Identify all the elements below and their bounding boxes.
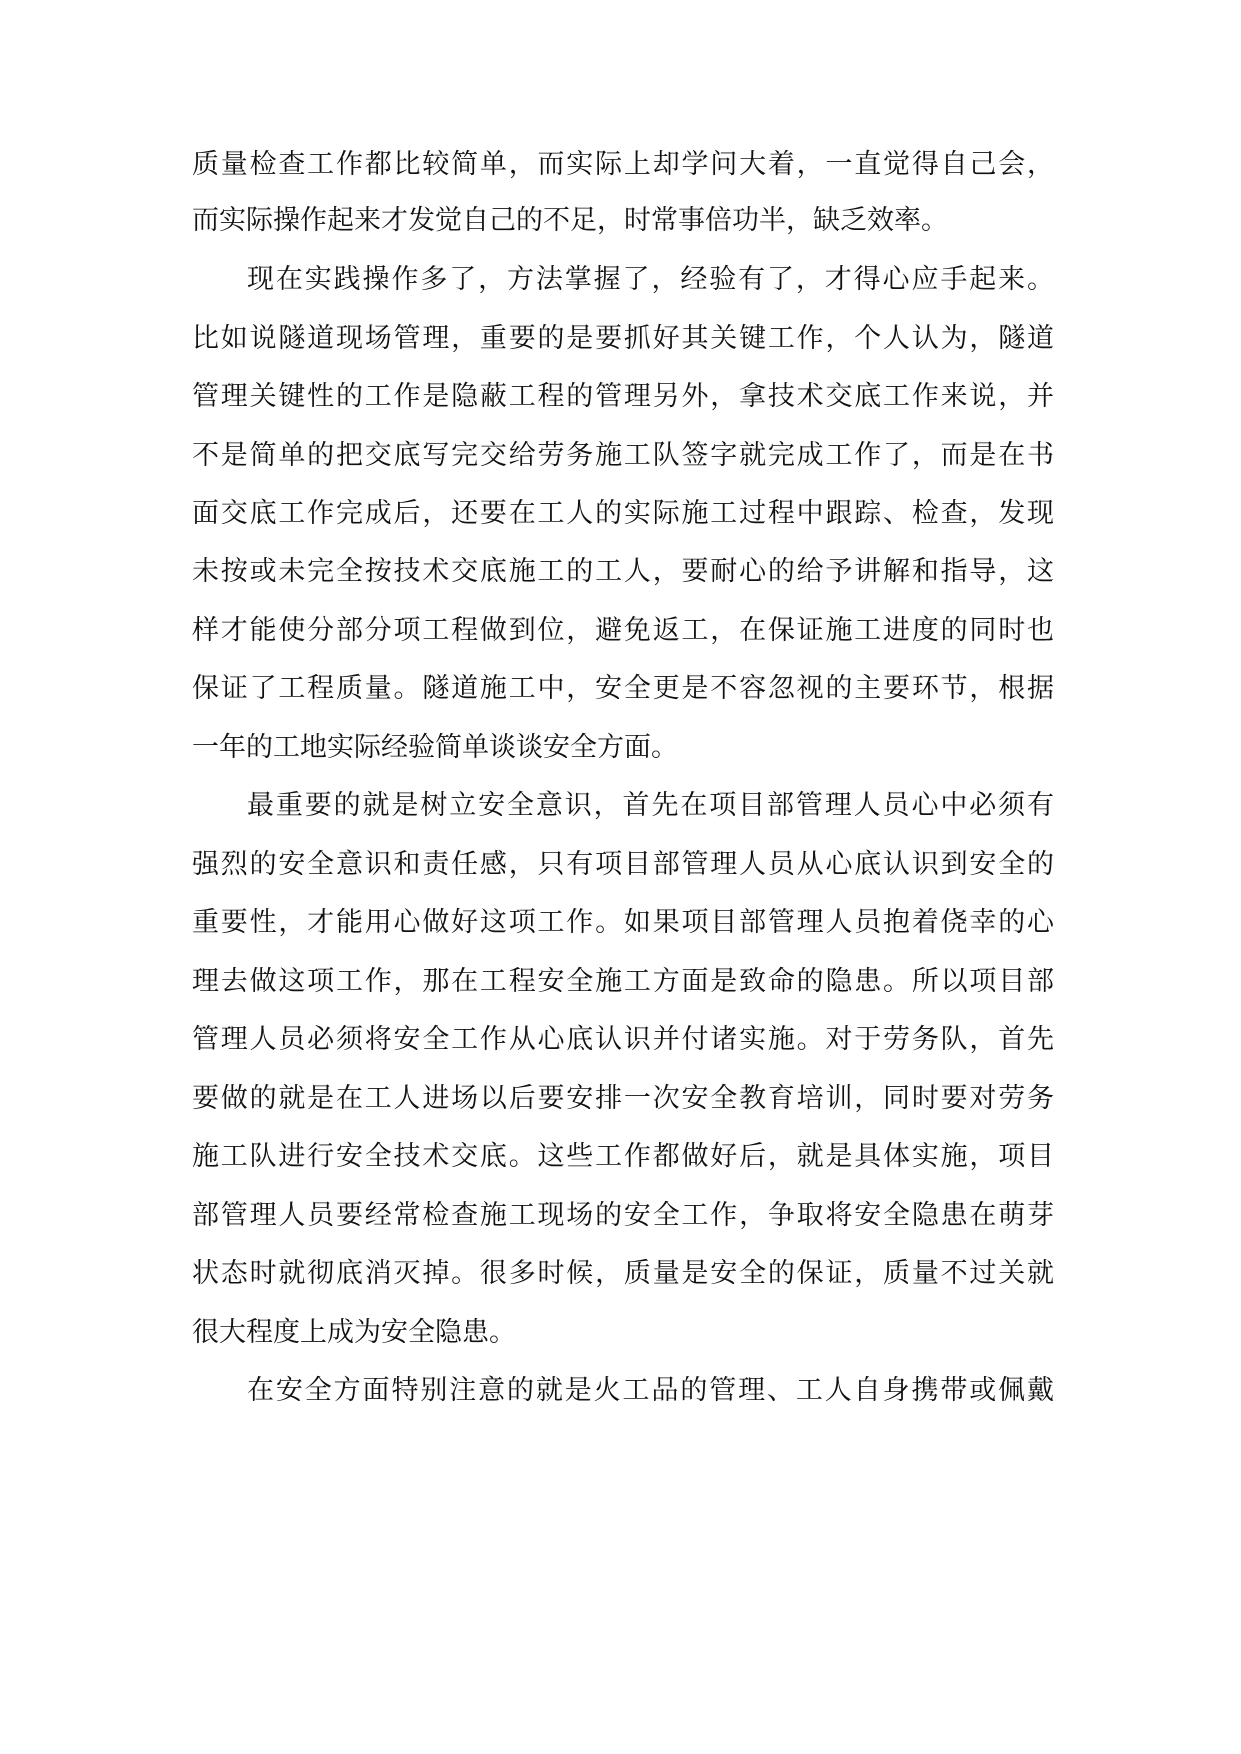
text-line: 很大程度上成为安全隐患。 — [192, 1317, 516, 1348]
text-line: 最重要的就是树立安全意识，首先在项目部管理人员心中必须有 — [247, 790, 1054, 821]
text-line: 部管理人员要经常检查施工现场的安全工作，争取将安全隐患在萌芽 — [192, 1200, 1054, 1231]
text-line: 管理关键性的工作是隐蔽工程的管理另外，拿技术交底工作来说，并 — [192, 381, 1054, 412]
text-line: 比如说隧道现场管理，重要的是要抓好其关键工作，个人认为，隧道 — [192, 323, 1054, 354]
text-line: 不是简单的把交底写完交给劳务施工队签字就完成工作了，而是在书 — [192, 440, 1054, 471]
text-line: 重要性，才能用心做好这项工作。如果项目部管理人员抱着侥幸的心 — [192, 907, 1054, 938]
text-line: 面交底工作完成后，还要在工人的实际施工过程中跟踪、检查，发现 — [192, 498, 1054, 529]
text-line: 管理人员必须将安全工作从心底认识并付诸实施。对于劳务队，首先 — [192, 1024, 1054, 1055]
text-line: 样才能使分部分项工程做到位，避免返工，在保证施工进度的同时也 — [192, 615, 1054, 646]
text-line: 在安全方面特别注意的就是火工品的管理、工人自身携带或佩戴 — [247, 1375, 1054, 1406]
text-line: 施工队进行安全技术交底。这些工作都做好后，就是具体实施，项目 — [192, 1141, 1054, 1172]
text-line: 理去做这项工作，那在工程安全施工方面是致命的隐患。所以项目部 — [192, 966, 1054, 997]
text-line: 而实际操作起来才发觉自己的不足，时常事倍功半，缺乏效率。 — [192, 205, 948, 236]
text-line: 保证了工程质量。隧道施工中，安全更是不容忽视的主要环节，根据 — [192, 673, 1054, 704]
text-line: 要做的就是在工人进场以后要安排一次安全教育培训，同时要对劳务 — [192, 1083, 1054, 1114]
text-line: 强烈的安全意识和责任感，只有项目部管理人员从心底认识到安全的 — [192, 849, 1054, 880]
text-line: 状态时就彻底消灭掉。很多时候，质量是安全的保证，质量不过关就 — [192, 1258, 1054, 1289]
text-line: 质量检查工作都比较简单，而实际上却学问大着，一直觉得自己会， — [192, 149, 1054, 180]
text-line: 一年的工地实际经验简单谈谈安全方面。 — [192, 732, 678, 763]
text-line: 现在实践操作多了，方法掌握了，经验有了，才得心应手起来。 — [247, 264, 1054, 295]
text-line: 未按或未完全按技术交底施工的工人，要耐心的给予讲解和指导，这 — [192, 556, 1054, 587]
